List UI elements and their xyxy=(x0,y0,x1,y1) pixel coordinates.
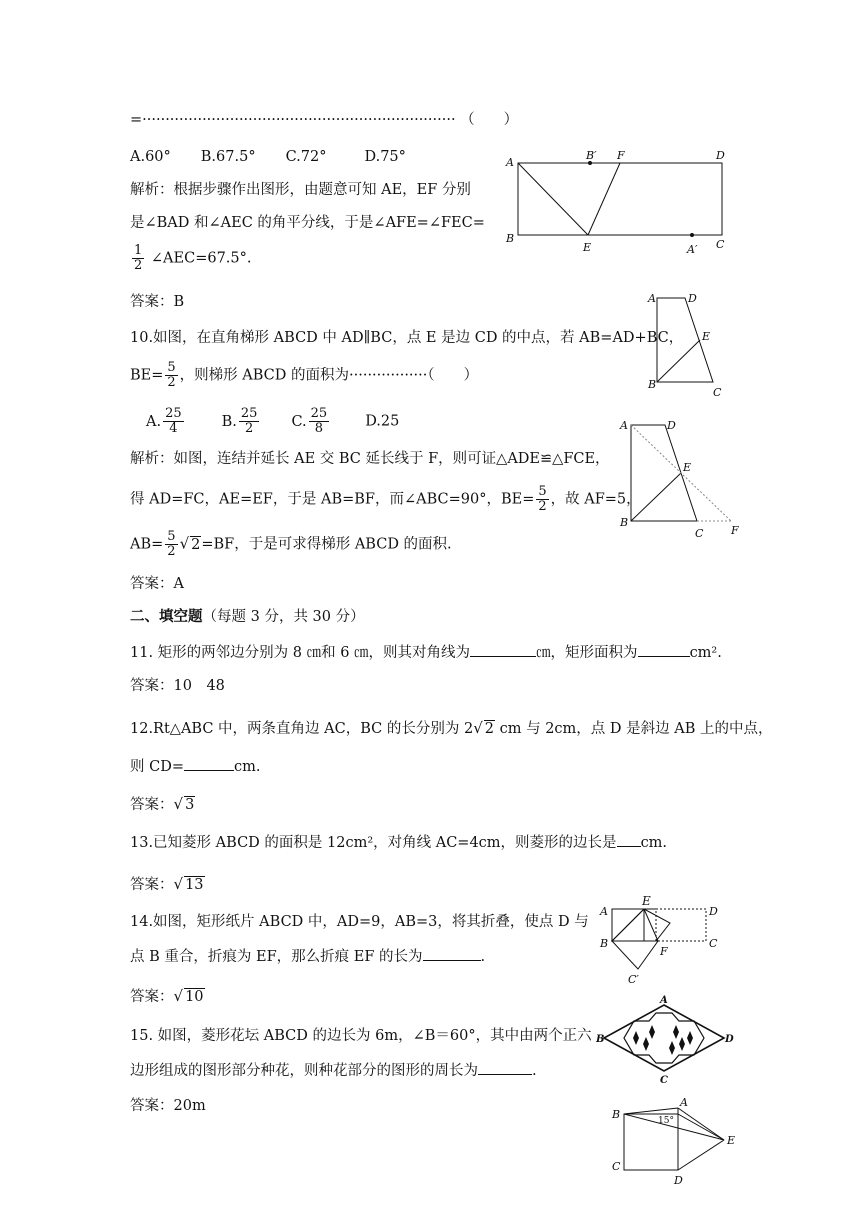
label: A xyxy=(660,995,668,1006)
q9-solution-line1: 解析：根据步骤作出图形，由题意可知 AE，EF 分别 xyxy=(130,182,471,198)
figure-square-triangle xyxy=(606,1096,746,1188)
q13-answer: 答案：√ 13 xyxy=(130,875,204,893)
label: E xyxy=(727,1134,736,1147)
label: D xyxy=(725,1034,734,1045)
label: D xyxy=(716,149,725,162)
dotted-line: =···································································· （ ） xyxy=(130,112,519,128)
label: E xyxy=(702,330,711,343)
q10-answer: 答案：A xyxy=(130,576,184,592)
q15-question-line2: 边形组成的图形部分种花，则种花部分的图形的周长为 . xyxy=(130,1060,537,1081)
label: E xyxy=(642,894,651,908)
figure-rhombus-garden xyxy=(594,993,734,1088)
q9-solution-line3: $\frac{1}{2}$ ∠AEC=67.5°. xyxy=(134,243,252,273)
fraction: $\frac{5}{2}$ xyxy=(167,529,176,559)
label: F xyxy=(617,149,625,162)
label: B xyxy=(620,516,629,529)
q11-answer: 答案：10 48 xyxy=(130,678,225,694)
figure-rectangle-fold xyxy=(500,148,730,258)
label: D xyxy=(688,292,697,305)
option-c: C.72° xyxy=(285,149,327,165)
label: A′ xyxy=(687,243,698,256)
option-a: A. $\frac{25}{4}$ xyxy=(146,406,182,436)
label: C xyxy=(660,1075,668,1086)
q10-solution-line3: AB= $\frac{5}{2}$ √ 2=BF，于是可求得梯形 ABCD 的面积. xyxy=(130,529,452,559)
label: A xyxy=(506,156,514,169)
option-d: D.75° xyxy=(364,149,406,165)
fraction: $\frac{5}{2}$ xyxy=(167,360,176,390)
label: A xyxy=(680,1096,688,1109)
q9-answer: 答案：B xyxy=(130,294,185,310)
q10-solution-line1: 解析：如图，连结并延长 AE 交 BC 延长线于 F，则可证△ADE≌△FCE， xyxy=(130,451,610,467)
q13-question: 13.已知菱形 ABCD 的面积是 12cm²，对角线 AC=4cm，则菱形的边长是 cm. xyxy=(130,832,667,853)
label: A xyxy=(600,905,608,918)
label: F xyxy=(731,524,739,537)
q10-solution-line2: 得 AD=FC，AE=EF，于是 AB=BF，而∠ABC=90°，BE= $\frac{5}{2}$ ，故 AF=5， xyxy=(130,484,641,514)
option-c: C. $\frac{25}{8}$ xyxy=(291,406,328,436)
q12-answer: 答案：√ 3 xyxy=(130,795,195,813)
option-a: A.60° xyxy=(130,149,171,165)
option-b: B.67.5° xyxy=(200,149,256,165)
label: B xyxy=(506,232,515,245)
q9-solution-line2: 是∠BAD 和∠AEC 的角平分线，于是∠AFE=∠FEC= xyxy=(130,215,485,231)
q14-question-line2: 点 B 重合，折痕为 EF，那么折痕 EF 的长为 . xyxy=(130,946,485,967)
section-title: 二、填空题（每题 3 分，共 30 分） xyxy=(130,608,365,625)
label: D xyxy=(667,419,676,432)
q14-answer: 答案：√ 10 xyxy=(130,987,204,1005)
label: A xyxy=(620,419,628,432)
q10-line2: BE= $\frac{5}{2}$ ，则梯形 ABCD 的面积为·················（ ） xyxy=(130,360,479,390)
q9-options xyxy=(130,147,406,167)
label: B xyxy=(600,937,609,950)
label: B xyxy=(596,1034,605,1045)
option-b: B. $\frac{25}{2}$ xyxy=(221,406,258,436)
label: C xyxy=(713,386,722,399)
label: E xyxy=(583,241,592,254)
label: D xyxy=(709,905,718,918)
angle-label: 15° xyxy=(658,1116,674,1126)
label: C xyxy=(709,937,718,950)
label: A xyxy=(648,292,656,305)
q15-answer: 答案：20m xyxy=(130,1098,206,1114)
label: B xyxy=(648,378,657,391)
label: F xyxy=(660,945,668,958)
figure-folded-rectangle xyxy=(594,893,729,988)
q12-question-line1: 12.Rt△ABC 中，两条直角边 AC，BC 的长分别为 2√ 2 cm 与 2cm，点 D 是斜边 AB 上的中点， xyxy=(130,719,773,737)
label: B xyxy=(612,1108,621,1121)
fraction: $\frac{1}{2}$ xyxy=(134,243,143,273)
label: E xyxy=(683,461,692,474)
label: C′ xyxy=(628,973,639,986)
fraction: $\frac{5}{2}$ xyxy=(538,484,547,514)
q14-question-line1: 14.如图，矩形纸片 ABCD 中，AD=9，AB=3，将其折叠，使点 D 与 xyxy=(130,914,589,930)
option-d: D.25 xyxy=(365,413,400,430)
label: D xyxy=(674,1174,683,1187)
label: C xyxy=(612,1160,621,1173)
figure-trapezoid xyxy=(645,290,725,400)
q10-line1: 10.如图，在直角梯形 ABCD 中 AD∥BC，点 E 是边 CD 的中点，若 AB=AD+BC， xyxy=(130,330,684,346)
label: C xyxy=(695,527,704,540)
label: C xyxy=(716,238,725,251)
q10-options xyxy=(146,407,399,436)
q12-question-line2: 则 CD= cm. xyxy=(130,756,260,777)
figure-trapezoid-extended xyxy=(615,415,745,545)
q11-question: 11. 矩形的两邻边分别为 8 ㎝和 6 ㎝，则其对角线为 ㎝，矩形面积为 cm². xyxy=(130,642,722,663)
label: B′ xyxy=(586,149,597,162)
q15-question-line1: 15. 如图，菱形花坛 ABCD 的边长为 6m，∠B＝60°，其中由两个正六 xyxy=(130,1028,592,1044)
